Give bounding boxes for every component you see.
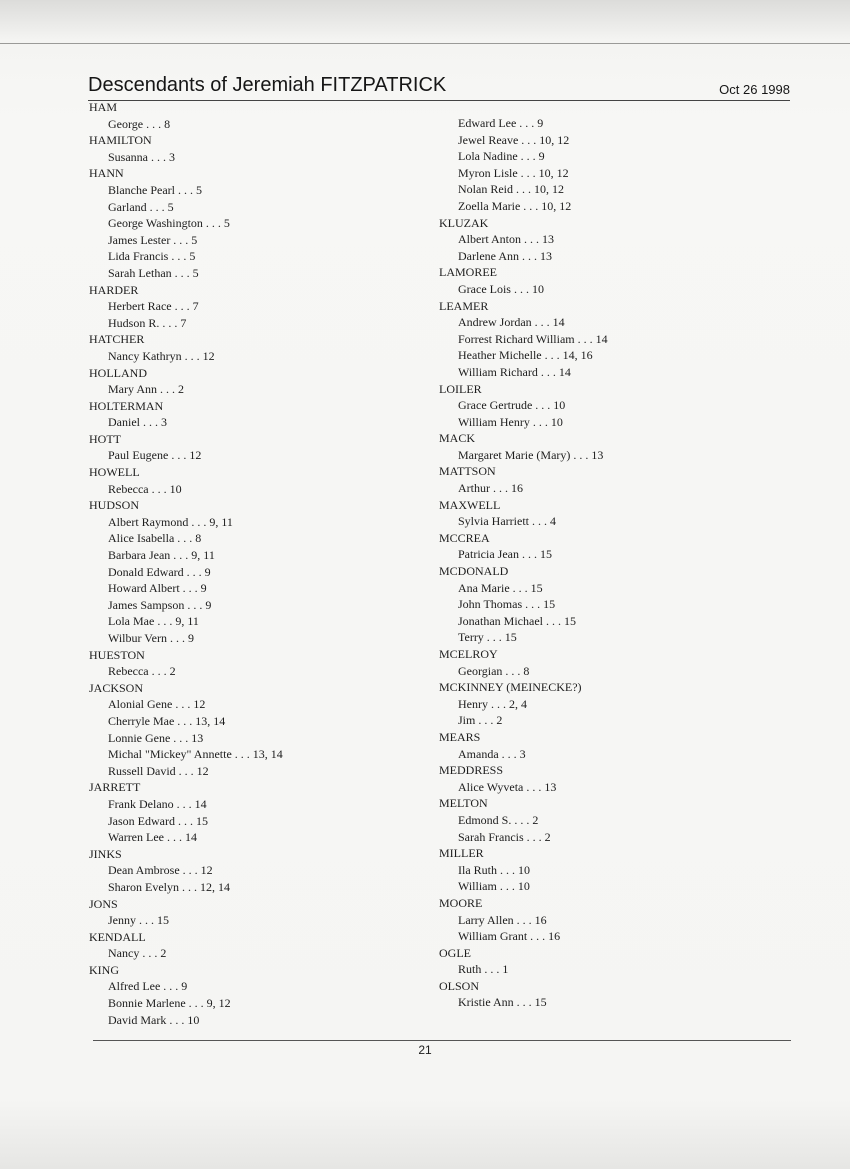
person-entry: Lonnie Gene . . . 13 — [108, 730, 204, 745]
surname-heading: KING — [89, 962, 119, 977]
person-entry: Russell David . . . 12 — [108, 763, 209, 778]
person-entry: Jason Edward . . . 15 — [108, 813, 208, 828]
person-entry: Frank Delano . . . 14 — [108, 796, 207, 811]
surname-heading: MEARS — [439, 729, 481, 744]
surname-heading: MCCREA — [439, 530, 490, 545]
person-entry: Henry . . . 2, 4 — [458, 696, 527, 711]
person-entry: Nancy . . . 2 — [108, 946, 167, 961]
person-entry: Bonnie Marlene . . . 9, 12 — [108, 996, 231, 1011]
person-entry: Rebecca . . . 2 — [108, 664, 176, 679]
person-entry: Albert Raymond . . . 9, 11 — [108, 514, 233, 529]
person-entry: Mary Ann . . . 2 — [108, 382, 184, 397]
person-entry: Cherryle Mae . . . 13, 14 — [108, 713, 226, 728]
surname-heading: MOORE — [439, 895, 483, 910]
surname-heading: HANN — [89, 166, 124, 181]
person-entry: James Sampson . . . 9 — [108, 597, 212, 612]
person-entry: John Thomas . . . 15 — [458, 597, 556, 612]
index-column-left — [89, 99, 419, 1028]
person-entry: Terry . . . 15 — [458, 630, 517, 645]
page-number: 21 — [418, 1043, 432, 1057]
person-entry: William . . . 10 — [458, 879, 530, 894]
person-entry: Howard Albert . . . 9 — [108, 581, 207, 596]
surname-heading: KENDALL — [89, 929, 146, 944]
index-column-right — [439, 115, 789, 1011]
person-entry: Blanche Pearl . . . 5 — [108, 182, 202, 197]
person-entry: Jewel Reave . . . 10, 12 — [458, 132, 570, 147]
person-entry: Albert Anton . . . 13 — [458, 232, 554, 247]
person-entry: Daniel . . . 3 — [108, 415, 167, 430]
person-entry: Donald Edward . . . 9 — [108, 564, 211, 579]
surname-heading: JARRETT — [89, 780, 141, 795]
surname-heading: HUESTON — [89, 647, 145, 662]
surname-heading: MAXWELL — [439, 497, 501, 512]
person-entry: Forrest Richard William . . . 14 — [458, 331, 608, 346]
person-entry: Nancy Kathryn . . . 12 — [108, 348, 215, 363]
person-entry: Alice Isabella . . . 8 — [108, 531, 202, 546]
surname-heading: HOWELL — [89, 465, 140, 480]
person-entry: Nolan Reid . . . 10, 12 — [458, 182, 564, 197]
surname-heading: JACKSON — [89, 680, 144, 695]
person-entry: Grace Lois . . . 10 — [458, 281, 544, 296]
person-entry: Kristie Ann . . . 15 — [458, 995, 547, 1010]
person-entry: Alfred Lee . . . 9 — [108, 979, 188, 994]
person-entry: William Grant . . . 16 — [458, 929, 561, 944]
footer-divider — [93, 1040, 791, 1041]
person-entry: Alonial Gene . . . 12 — [108, 697, 206, 712]
person-entry: Myron Lisle . . . 10, 12 — [458, 165, 569, 180]
person-entry: Garland . . . 5 — [108, 199, 174, 214]
surname-heading: MCELROY — [439, 647, 498, 661]
surname-heading: HUDSON — [89, 498, 140, 513]
surname-heading: HOTT — [89, 431, 121, 446]
person-entry: Zoella Marie . . . 10, 12 — [458, 198, 572, 213]
person-entry: James Lester . . . 5 — [108, 232, 198, 247]
surname-heading: MCKINNEY (MEINECKE?) — [439, 680, 582, 695]
person-entry: Lola Mae . . . 9, 11 — [108, 614, 199, 629]
person-entry: Patricia Jean . . . 15 — [458, 547, 552, 562]
person-entry: Sarah Lethan . . . 5 — [108, 265, 199, 280]
person-entry: Herbert Race . . . 7 — [108, 299, 199, 314]
person-entry: Jenny . . . 15 — [108, 913, 169, 928]
scan-edge-line — [0, 43, 850, 44]
surname-heading: HARDER — [89, 282, 139, 297]
surname-heading: MCDONALD — [439, 564, 509, 579]
person-entry: David Mark . . . 10 — [108, 1012, 200, 1027]
person-entry: Michal "Mickey" Annette . . . 13, 14 — [108, 747, 283, 762]
surname-heading: LOILER — [439, 381, 482, 396]
person-entry: Susanna . . . 3 — [108, 149, 175, 164]
person-entry: Sharon Evelyn . . . 12, 14 — [108, 879, 230, 894]
person-entry: Andrew Jordan . . . 14 — [458, 315, 565, 330]
person-entry: Wilbur Vern . . . 9 — [108, 631, 194, 645]
surname-heading: HAM — [89, 100, 118, 114]
person-entry: Sylvia Harriett . . . 4 — [458, 514, 556, 529]
person-entry: William Richard . . . 14 — [458, 364, 571, 379]
person-entry: Rebecca . . . 10 — [108, 481, 182, 496]
surname-heading: OGLE — [439, 945, 471, 960]
surname-heading: MILLER — [439, 846, 484, 861]
surname-heading: OLSON — [439, 978, 480, 993]
page-title: Descendants of Jeremiah FITZPATRICK — [88, 74, 447, 96]
page-header — [88, 74, 790, 101]
surname-heading: JONS — [89, 896, 118, 911]
surname-heading: HATCHER — [89, 332, 145, 347]
person-entry: George Washington . . . 5 — [108, 216, 230, 231]
person-entry: Larry Allen . . . 16 — [458, 912, 547, 927]
person-entry: Lola Nadine . . . 9 — [458, 149, 545, 164]
person-entry: Ruth . . . 1 — [458, 962, 509, 977]
surname-heading: LAMOREE — [439, 265, 497, 280]
person-entry: Ana Marie . . . 15 — [458, 580, 543, 595]
surname-heading: LEAMER — [439, 298, 489, 313]
person-entry: Sarah Francis . . . 2 — [458, 829, 551, 844]
person-entry: Ila Ruth . . . 10 — [458, 862, 530, 877]
person-entry: Hudson R. . . . 7 — [108, 315, 187, 330]
surname-heading: MACK — [439, 431, 476, 446]
surname-heading: HOLLAND — [89, 365, 147, 380]
person-entry: Margaret Marie (Mary) . . . 13 — [458, 447, 604, 462]
person-entry: Darlene Ann . . . 13 — [458, 248, 552, 263]
person-entry: Arthur . . . 16 — [458, 481, 523, 496]
person-entry: Dean Ambrose . . . 12 — [108, 863, 213, 878]
person-entry: Grace Gertrude . . . 10 — [458, 398, 566, 413]
person-entry: Georgian . . . 8 — [458, 663, 530, 678]
surname-heading: MELTON — [439, 796, 488, 811]
person-entry: Barbara Jean . . . 9, 11 — [108, 548, 215, 563]
person-entry: Jim . . . 2 — [458, 713, 503, 728]
person-entry: William Henry . . . 10 — [458, 414, 563, 429]
person-entry: Lida Francis . . . 5 — [108, 249, 196, 264]
surname-heading: MEDDRESS — [439, 763, 504, 778]
person-entry: Paul Eugene . . . 12 — [108, 448, 202, 463]
person-entry: Alice Wyveta . . . 13 — [458, 779, 557, 794]
person-entry: Jonathan Michael . . . 15 — [458, 613, 576, 628]
report-date: Oct 26 1998 — [719, 82, 790, 97]
surname-heading: MATTSON — [439, 464, 496, 479]
person-entry: George . . . 8 — [108, 116, 171, 131]
person-entry: Amanda . . . 3 — [458, 746, 526, 761]
surname-heading: HOLTERMAN — [89, 398, 164, 413]
surname-heading: KLUZAK — [439, 215, 489, 230]
person-entry: Edward Lee . . . 9 — [458, 116, 544, 130]
surname-heading: JINKS — [89, 846, 122, 861]
person-entry: Heather Michelle . . . 14, 16 — [458, 348, 593, 363]
person-entry: Edmond S. . . . 2 — [458, 812, 539, 827]
person-entry: Warren Lee . . . 14 — [108, 830, 197, 845]
surname-heading: HAMILTON — [89, 133, 152, 148]
